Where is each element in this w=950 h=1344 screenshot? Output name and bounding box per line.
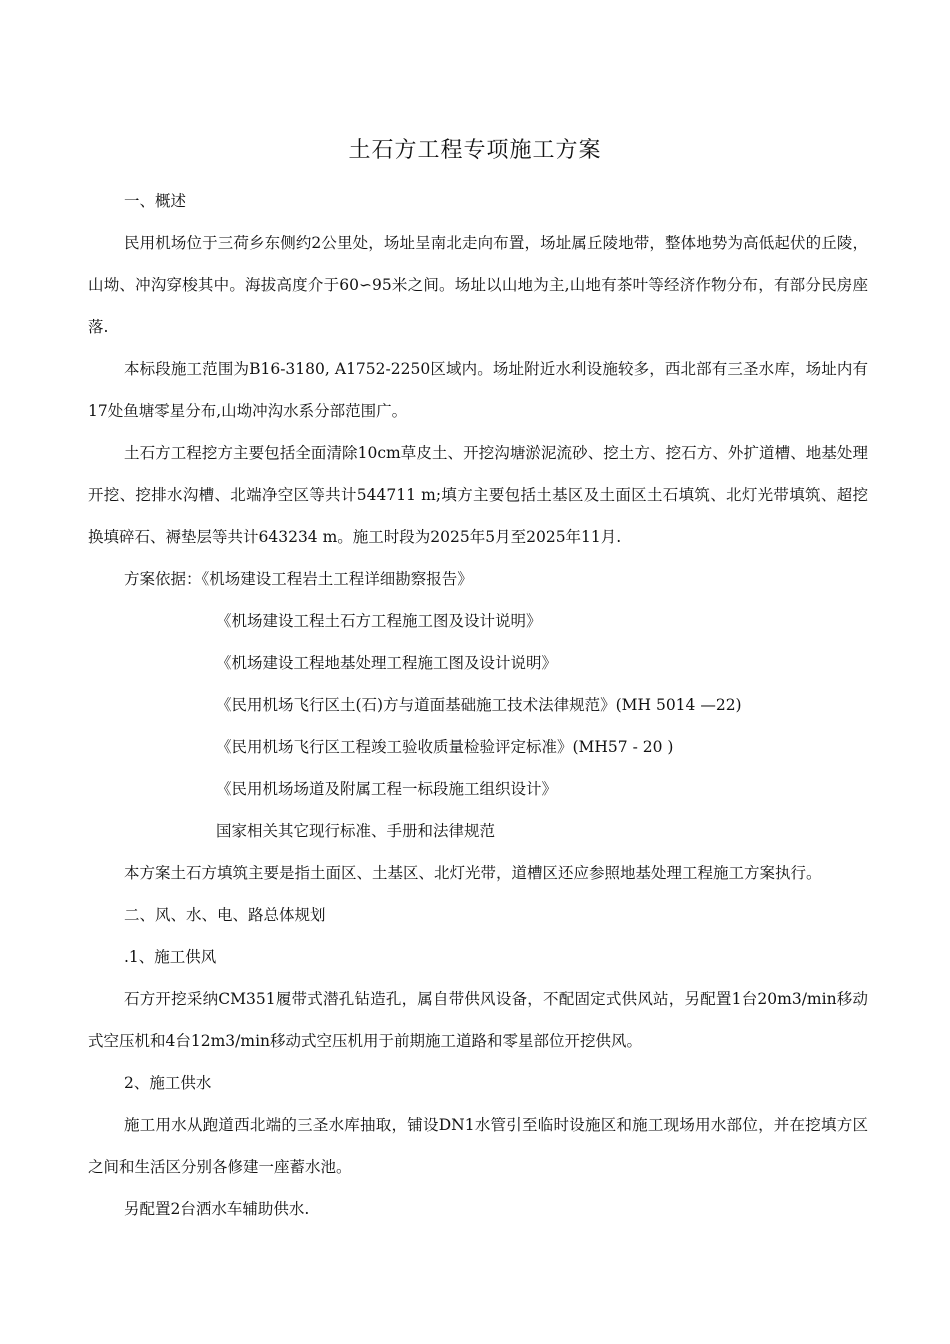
reference-item: 《机场建设工程地基处理工程施工图及设计说明》 [216, 654, 558, 672]
paragraph-fill-scope: 本方案土石方填筑主要是指土面区、土基区、北灯光带，道槽区还应参照地基处理工程施工方案执行。 [124, 864, 822, 882]
reference-item: 《民用机场飞行区工程竣工验收质量检验评定标准》(MH57 - 20 ) [216, 738, 674, 756]
paragraph-air-supply: 石方开挖采纳CM351履带式潜孔钻造孔，属自带供风设备，不配固定式供风站，另配置1台20m3/min移动式空压机和4台12m3/min移动式空压机用于前期施工道路和零星部位开挖供风。 [88, 990, 868, 1050]
basis-label: 方案依据： [124, 570, 202, 588]
subsection-air-supply-heading: .1、施工供风 [124, 948, 217, 966]
paragraph-scope: 本标段施工范围为B16-3180, A1752-2250区域内。场址附近水利设施较多，西北部有三圣水库，场址内有17处鱼塘零星分布,山坳冲沟水系分部范围广。 [88, 360, 868, 420]
reference-item: 《民用机场场道及附属工程一标段施工组织设计》 [216, 780, 558, 798]
reference-item: 《民用机场飞行区土(石)方与道面基础施工技术法律规范》(MH 5014 —22) [216, 696, 742, 714]
reference-item: 《机场建设工程岩土工程详细勘察报告》 [201, 570, 473, 588]
paragraph-location: 民用机场位于三荷乡东侧约2公里处，场址呈南北走向布置，场址属丘陵地带，整体地势为高低起伏的丘陵，山坳、冲沟穿梭其中。海拔高度介于60∽95米之间。场址以山地为主,山地有茶叶等经济作物分布，有部分民房座落. [88, 234, 868, 336]
basis-line [88, 558, 868, 600]
subsection-water-supply-heading: 2、施工供水 [124, 1074, 212, 1092]
reference-item: 国家相关其它现行标准、手册和法律规范 [216, 822, 496, 840]
reference-item: 《机场建设工程土石方工程施工图及设计说明》 [216, 612, 542, 630]
paragraph-water-trucks: 另配置2台洒水车辅助供水. [124, 1200, 310, 1218]
section1-heading: 一、概述 [124, 192, 187, 210]
document-title: 土石方工程专项施工方案 [348, 138, 602, 163]
section2-heading: 二、风、水、电、路总体规划 [124, 906, 326, 924]
document-body [88, 180, 868, 1230]
paragraph-quantities: 土石方工程挖方主要包括全面清除10cm草皮土、开挖沟塘淤泥流砂、挖土方、挖石方、外扩道槽、地基处理开挖、挖排水沟槽、北端净空区等共计544711 m;填方主要包括土基区及土面区土石填筑、北灯光带填筑、超挖换填碎石、褥垫层等共计643234 m。施工时段为2025年5月至2025年11月. [88, 444, 868, 546]
paragraph-water-supply: 施工用水从跑道西北端的三圣水库抽取，铺设DN1水管引至临时设施区和施工现场用水部位，并在挖填方区之间和生活区分别各修建一座蓄水池。 [88, 1116, 868, 1176]
